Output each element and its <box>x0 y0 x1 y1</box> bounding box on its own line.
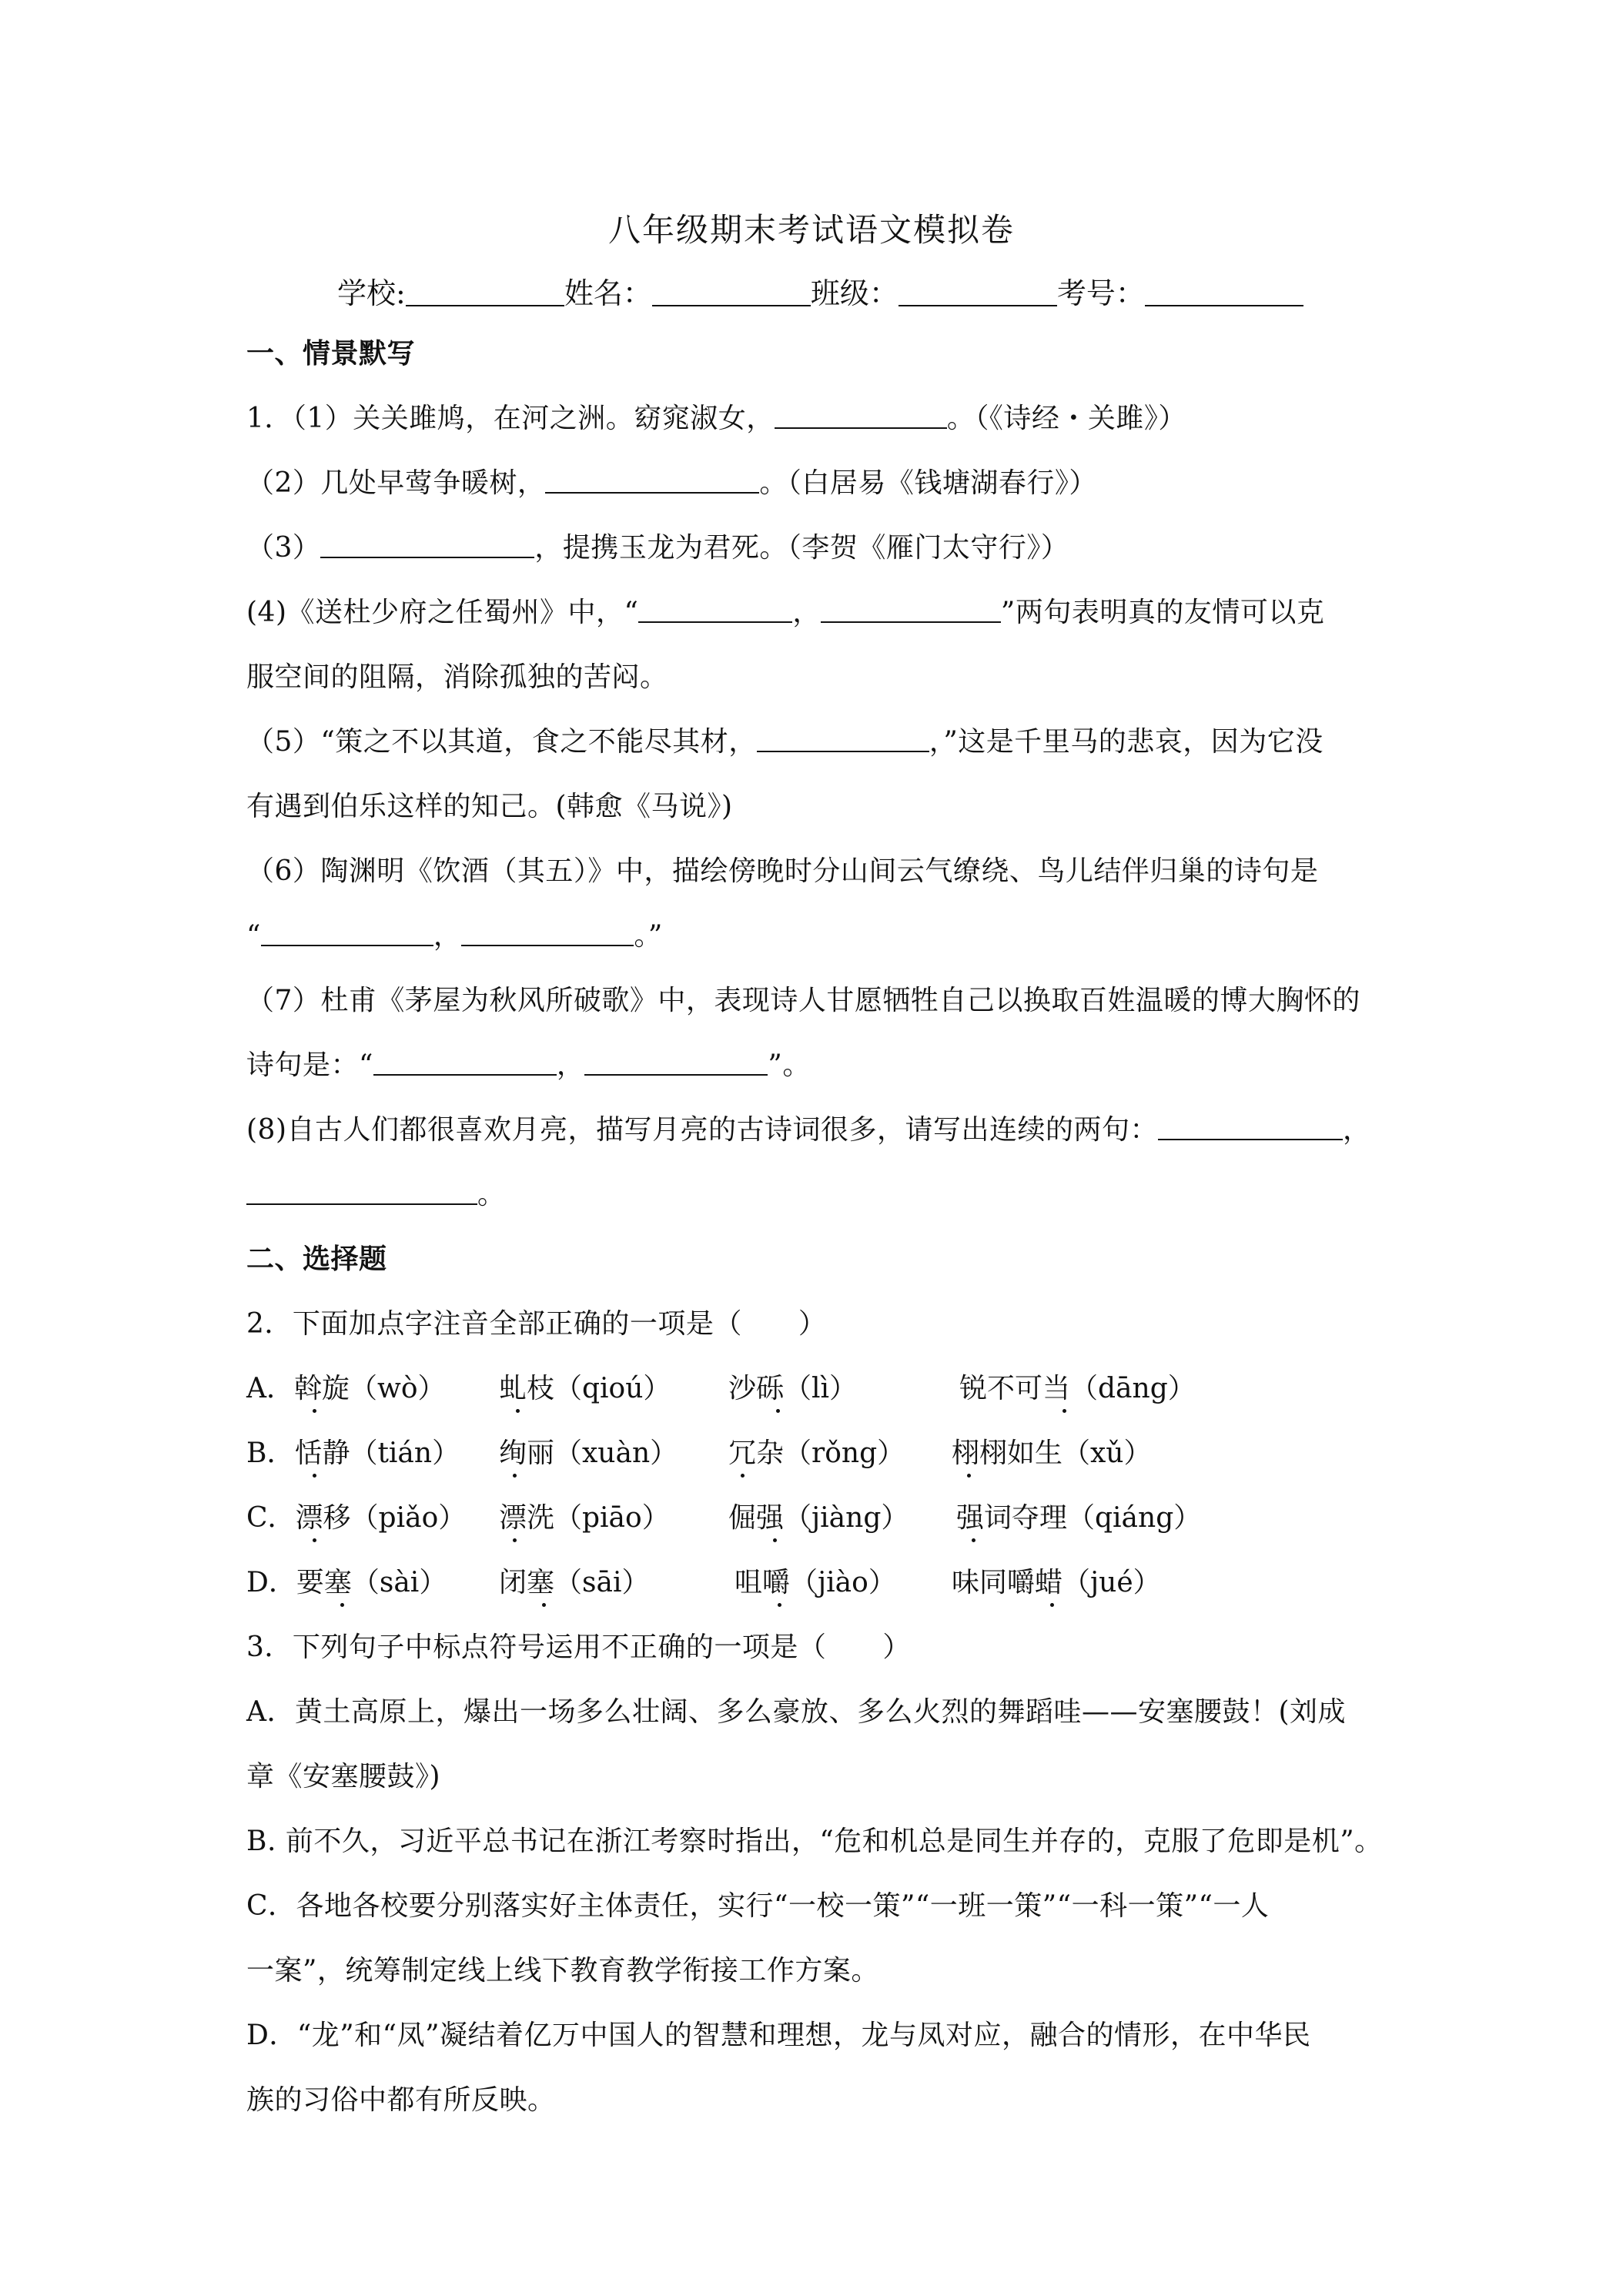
q1-line-3 <box>246 531 1386 565</box>
emphasis-dot <box>972 1538 975 1542</box>
q1-line-5b: 有遇到伯乐这样的知己。(韩愈《马说》) <box>246 791 733 822</box>
q1-7-comma: ， <box>556 1049 585 1081</box>
q1-6-blank-2[interactable] <box>461 922 634 946</box>
name-label: 姓名： <box>564 276 652 310</box>
emphasis-dot <box>516 1409 520 1413</box>
q1-3-text-b: ，提携玉龙为君死。（李贺《雁门太守行》） <box>534 532 1069 564</box>
emphasis-dot <box>513 1538 517 1542</box>
q3-option-a[interactable]: A．黄土高原上，爆出一场多么壮阔、多么豪放、多么火烈的舞蹈哇——安塞腰鼓！(刘成 <box>246 1696 1347 1728</box>
q2-option-d-4: 味同嚼蜡（jué） <box>952 1567 1161 1598</box>
q1-2-text-b: 。（白居易《钱塘湖春行》） <box>759 467 1097 499</box>
q1-8-text-a: (8)自古人们都很喜欢月亮，描写月亮的古诗词很多，请写出连续的两句： <box>246 1114 1158 1146</box>
exam-number-label: 考号： <box>1056 276 1145 310</box>
q1-7-close: ”。 <box>768 1049 811 1081</box>
q2-option-a-4: 锐不可当（dāng） <box>959 1373 1196 1404</box>
emphasis-dot <box>773 1538 777 1542</box>
q1-6-close: 。” <box>634 920 663 952</box>
q1-line-1 <box>246 402 1386 436</box>
emphasis-dot <box>313 1409 316 1413</box>
q2-stem: 2．下面加点字注音全部正确的一项是（ ） <box>246 1308 827 1340</box>
exam-number-blank[interactable] <box>1145 277 1303 306</box>
q2-option-a-1[interactable]: A．斡旋（wò） <box>246 1373 446 1404</box>
emphasis-dot <box>340 1603 344 1607</box>
emphasis-dot <box>542 1603 546 1607</box>
q1-5-text-b: ，”这是千里马的悲哀，因为它没 <box>929 726 1323 758</box>
q2-option-b-2: 绚丽（xuàn） <box>499 1438 678 1469</box>
q2-option-a-2: 虬枝（qioú） <box>499 1373 671 1404</box>
q3-option-a-cont: 章《安塞腰鼓》) <box>246 1761 441 1792</box>
q2-option-b-3: 冗杂（rǒng） <box>728 1438 905 1469</box>
q2-option-c-1[interactable]: C．漂移（piǎo） <box>246 1502 467 1534</box>
q1-3-blank[interactable] <box>320 534 534 558</box>
q1-line-8b <box>246 1178 1386 1212</box>
q2-option-b-4: 栩栩如生（xǔ） <box>952 1438 1152 1469</box>
q1-1-text-b: 。（《诗经・关雎》） <box>946 403 1186 434</box>
q2-option-c-3: 倔强（jiàng） <box>728 1502 909 1534</box>
emphasis-dot <box>1062 1409 1066 1413</box>
emphasis-dot <box>776 1409 780 1413</box>
q1-line-4b: 服空间的阻隔，消除孤独的苦闷。 <box>246 661 668 693</box>
emphasis-dot <box>967 1474 971 1478</box>
q1-line-8 <box>246 1113 1386 1147</box>
q2-option-d-1[interactable]: D．要塞（sài） <box>246 1567 447 1598</box>
q1-line-6: （6）陶渊明《饮酒（其五）》中，描绘傍晚时分山间云气缭绕、鸟儿结伴归巢的诗句是 <box>246 855 1319 887</box>
emphasis-dot <box>741 1474 745 1478</box>
q1-6-comma: ， <box>433 920 462 952</box>
name-blank[interactable] <box>652 277 811 306</box>
q3-option-d[interactable]: D．“龙”和“凤”凝结着亿万中国人的智慧和理想，龙与凤对应，融合的情形，在中华民 <box>246 2020 1311 2051</box>
q2-option-c-2: 漂洗（piāo） <box>499 1502 670 1534</box>
section-heading-2: 二、选择题 <box>246 1243 387 1275</box>
school-blank[interactable] <box>406 277 564 306</box>
q1-3-text-a: （3） <box>246 532 321 564</box>
q2-option-c-4: 强词夺理（qiáng） <box>956 1502 1202 1534</box>
q1-8-blank-2[interactable] <box>246 1180 477 1205</box>
q1-1-text-a: 1．（1）关关雎鸠，在河之洲。窈窕淑女， <box>246 403 775 434</box>
q1-7-text-a: 诗句是：“ <box>246 1049 373 1081</box>
q1-4-text-b: ， <box>792 597 821 628</box>
q3-stem: 3．下列句子中标点符号运用不正确的一项是（ ） <box>246 1632 911 1663</box>
q2-option-a-3: 沙砾（lì） <box>728 1373 858 1404</box>
q1-line-5 <box>246 725 1386 759</box>
q1-line-7: （7）杜甫《茅屋为秋风所破歌》中，表现诗人甘愿牺牲自己以换取百姓温暖的博大胸怀的 <box>246 985 1360 1016</box>
emphasis-dot <box>1050 1603 1054 1607</box>
q1-7-blank-1[interactable] <box>373 1051 557 1076</box>
emphasis-dot <box>313 1538 316 1542</box>
q3-option-c-cont: 一案”，统筹制定线上线下教育教学衔接工作方案。 <box>246 1955 879 1986</box>
q1-line-4 <box>246 596 1386 630</box>
q1-6-blank-1[interactable] <box>261 922 433 946</box>
q2-option-d-3: 咀嚼（jiào） <box>735 1567 896 1598</box>
q1-6-open-quote: “ <box>246 920 261 952</box>
class-label: 班级： <box>810 276 899 310</box>
q1-line-2 <box>246 467 1386 500</box>
q1-line-6b <box>246 919 1386 953</box>
q3-option-c[interactable]: C．各地各校要分别落实好主体责任，实行“一校一策”“一班一策”“一科一策”“一人 <box>246 1890 1270 1922</box>
q1-4-text-a: (4)《送杜少府之任蜀州》中，“ <box>246 597 639 628</box>
q3-option-d-cont: 族的习俗中都有所反映。 <box>246 2084 556 2116</box>
q1-8-period: 。 <box>477 1179 506 1210</box>
emphasis-dot <box>778 1603 781 1607</box>
emphasis-dot <box>313 1474 316 1478</box>
q1-2-blank[interactable] <box>545 469 759 494</box>
q3-option-b[interactable]: B. 前不久，习近平总书记在浙江考察时指出，“危和机总是同生并存的，克服了危即是机”。 <box>246 1826 1383 1857</box>
q1-4-blank-1[interactable] <box>638 598 792 623</box>
page-title: 八年级期末考试语文模拟卷 <box>607 211 1015 249</box>
q1-5-blank[interactable] <box>757 728 929 752</box>
q1-5-text-a: （5）“策之不以其道，食之不能尽其材， <box>246 726 757 758</box>
q1-1-blank[interactable] <box>775 404 947 429</box>
q1-line-7b <box>246 1049 1386 1083</box>
q2-option-b-1[interactable]: B．恬静（tián） <box>246 1438 460 1469</box>
emphasis-dot <box>513 1474 517 1478</box>
q1-7-blank-2[interactable] <box>584 1051 768 1076</box>
q1-4-text-c: ”两句表明真的友情可以克 <box>1000 597 1325 628</box>
q2-option-d-2: 闭塞（sāi） <box>499 1567 650 1598</box>
class-blank[interactable] <box>899 277 1057 306</box>
section-heading-1: 一、情景默写 <box>246 338 416 370</box>
q1-2-text-a: （2）几处早莺争暖树， <box>246 467 546 499</box>
q1-4-blank-2[interactable] <box>821 598 1001 623</box>
q1-8-blank-1[interactable] <box>1158 1116 1343 1140</box>
school-label: 学校: <box>337 276 406 310</box>
q1-8-comma: ， <box>1343 1114 1371 1146</box>
student-info-row <box>337 274 1303 313</box>
